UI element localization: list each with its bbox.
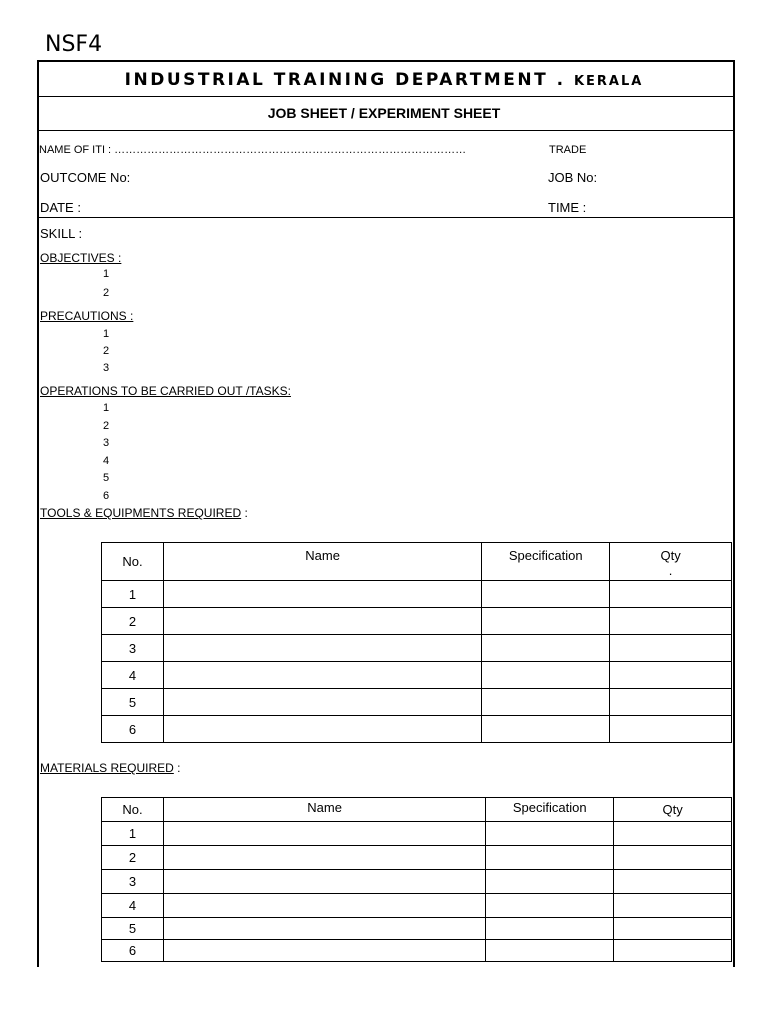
- table-row: [102, 716, 732, 743]
- tools-row-no: 4: [102, 662, 164, 689]
- tools-row-no: 5: [102, 689, 164, 716]
- materials-row-no: 4: [102, 894, 164, 918]
- materials-header-spec: Specification: [486, 798, 614, 822]
- tools-qty-cell[interactable]: [610, 608, 732, 635]
- materials-row-no: 2: [102, 846, 164, 870]
- date-field[interactable]: DATE :: [40, 200, 81, 215]
- materials-spec-cell[interactable]: [486, 894, 614, 918]
- operation-item: 6: [103, 490, 110, 502]
- materials-name-cell[interactable]: [163, 918, 485, 940]
- tools-label-suffix: :: [244, 506, 248, 520]
- materials-qty-cell[interactable]: [614, 894, 732, 918]
- time-field[interactable]: TIME :: [548, 200, 587, 215]
- fields-divider: [39, 217, 733, 218]
- table-row: [102, 608, 732, 635]
- operation-item: 1: [103, 402, 110, 414]
- materials-name-cell[interactable]: [163, 846, 485, 870]
- materials-spec-cell[interactable]: [486, 918, 614, 940]
- table-row: [102, 918, 732, 940]
- department-state: KERALA: [573, 74, 644, 89]
- tools-table: [101, 542, 732, 743]
- tools-spec-cell[interactable]: [482, 581, 610, 608]
- objective-item: 1: [103, 268, 110, 280]
- tools-qty-cell[interactable]: [610, 716, 732, 743]
- tools-spec-cell[interactable]: [482, 716, 610, 743]
- materials-spec-cell[interactable]: [486, 846, 614, 870]
- objective-item: 2: [103, 287, 110, 299]
- materials-table: [101, 797, 732, 962]
- sheet-title: JOB SHEET / EXPERIMENT SHEET: [267, 105, 501, 121]
- tools-name-cell[interactable]: [163, 608, 481, 635]
- name-of-iti-field[interactable]: NAME OF ITI : ……………………………………………………………………………………: [39, 144, 467, 156]
- materials-row-no: 3: [102, 870, 164, 894]
- materials-spec-cell[interactable]: [486, 870, 614, 894]
- table-row: [102, 822, 732, 846]
- table-row: [102, 581, 732, 608]
- department-title: [37, 70, 731, 90]
- tools-header-no: No.: [102, 543, 164, 581]
- tools-heading: [40, 506, 248, 520]
- materials-row-no: 5: [102, 918, 164, 940]
- trade-field[interactable]: TRADE: [549, 144, 587, 156]
- materials-qty-cell[interactable]: [614, 822, 732, 846]
- tools-label: TOOLS & EQUIPMENTS REQUIRED: [40, 506, 242, 520]
- materials-label: MATERIALS REQUIRED: [40, 761, 174, 775]
- tools-qty-cell[interactable]: [610, 581, 732, 608]
- operation-item: 5: [103, 472, 110, 484]
- outcome-no-field[interactable]: OUTCOME No:: [40, 170, 131, 185]
- table-row: [102, 870, 732, 894]
- department-main: INDUSTRIAL TRAINING DEPARTMENT .: [124, 70, 566, 90]
- tools-name-cell[interactable]: [163, 581, 481, 608]
- tools-header-qty: [610, 543, 732, 581]
- precaution-item: 3: [103, 362, 110, 374]
- materials-row-no: 1: [102, 822, 164, 846]
- table-row: [102, 894, 732, 918]
- precaution-item: 1: [103, 328, 110, 340]
- materials-header-row: [102, 798, 732, 822]
- tools-row-no: 2: [102, 608, 164, 635]
- tools-row-no: 3: [102, 635, 164, 662]
- tools-spec-cell[interactable]: [482, 689, 610, 716]
- objectives-label: OBJECTIVES :: [40, 251, 122, 265]
- table-row: [102, 689, 732, 716]
- materials-header-no: No.: [102, 798, 164, 822]
- operation-item: 2: [103, 420, 110, 432]
- tools-spec-cell[interactable]: [482, 635, 610, 662]
- precautions-label: PRECAUTIONS :: [40, 309, 134, 323]
- tools-qty-cell[interactable]: [610, 689, 732, 716]
- tools-name-cell[interactable]: [163, 662, 481, 689]
- table-row: [102, 662, 732, 689]
- header-divider: [39, 96, 733, 97]
- operations-label: OPERATIONS TO BE CARRIED OUT /TASKS:: [40, 384, 291, 398]
- tools-row-no: 1: [102, 581, 164, 608]
- table-row: [102, 940, 732, 962]
- materials-label-suffix: :: [177, 761, 181, 775]
- materials-name-cell[interactable]: [163, 870, 485, 894]
- materials-row-no: 6: [102, 940, 164, 962]
- tools-spec-cell[interactable]: [482, 608, 610, 635]
- tools-name-cell[interactable]: [163, 689, 481, 716]
- tools-header-name: Name: [163, 543, 481, 581]
- tools-spec-cell[interactable]: [482, 662, 610, 689]
- table-row: [102, 635, 732, 662]
- tools-name-cell[interactable]: [163, 716, 481, 743]
- tools-header-spec: Specification: [482, 543, 610, 581]
- materials-spec-cell[interactable]: [486, 940, 614, 962]
- materials-name-cell[interactable]: [163, 894, 485, 918]
- job-no-field[interactable]: JOB No:: [548, 170, 598, 185]
- materials-name-cell[interactable]: [163, 822, 485, 846]
- subtitle-divider: [39, 130, 733, 131]
- tools-qty-cell[interactable]: [610, 635, 732, 662]
- tools-name-cell[interactable]: [163, 635, 481, 662]
- materials-qty-cell[interactable]: [614, 940, 732, 962]
- tools-qty-cell[interactable]: [610, 662, 732, 689]
- materials-header-qty: Qty: [614, 798, 732, 822]
- materials-qty-cell[interactable]: [614, 870, 732, 894]
- operation-item: 4: [103, 455, 110, 467]
- table-row: [102, 846, 732, 870]
- tools-header-qty-label: Qty: [660, 548, 681, 563]
- operation-item: 3: [103, 437, 110, 449]
- materials-qty-cell[interactable]: [614, 846, 732, 870]
- materials-heading: [40, 761, 181, 775]
- skill-field[interactable]: SKILL :: [40, 226, 83, 241]
- form-code: NSF4: [45, 32, 103, 57]
- materials-spec-cell[interactable]: [486, 822, 614, 846]
- tools-header-row: [102, 543, 732, 581]
- materials-header-name: Name: [163, 798, 485, 822]
- materials-name-cell[interactable]: [163, 940, 485, 962]
- precaution-item: 2: [103, 345, 110, 357]
- tools-header-qty-dot: .: [668, 563, 673, 578]
- tools-row-no: 6: [102, 716, 164, 743]
- materials-qty-cell[interactable]: [614, 918, 732, 940]
